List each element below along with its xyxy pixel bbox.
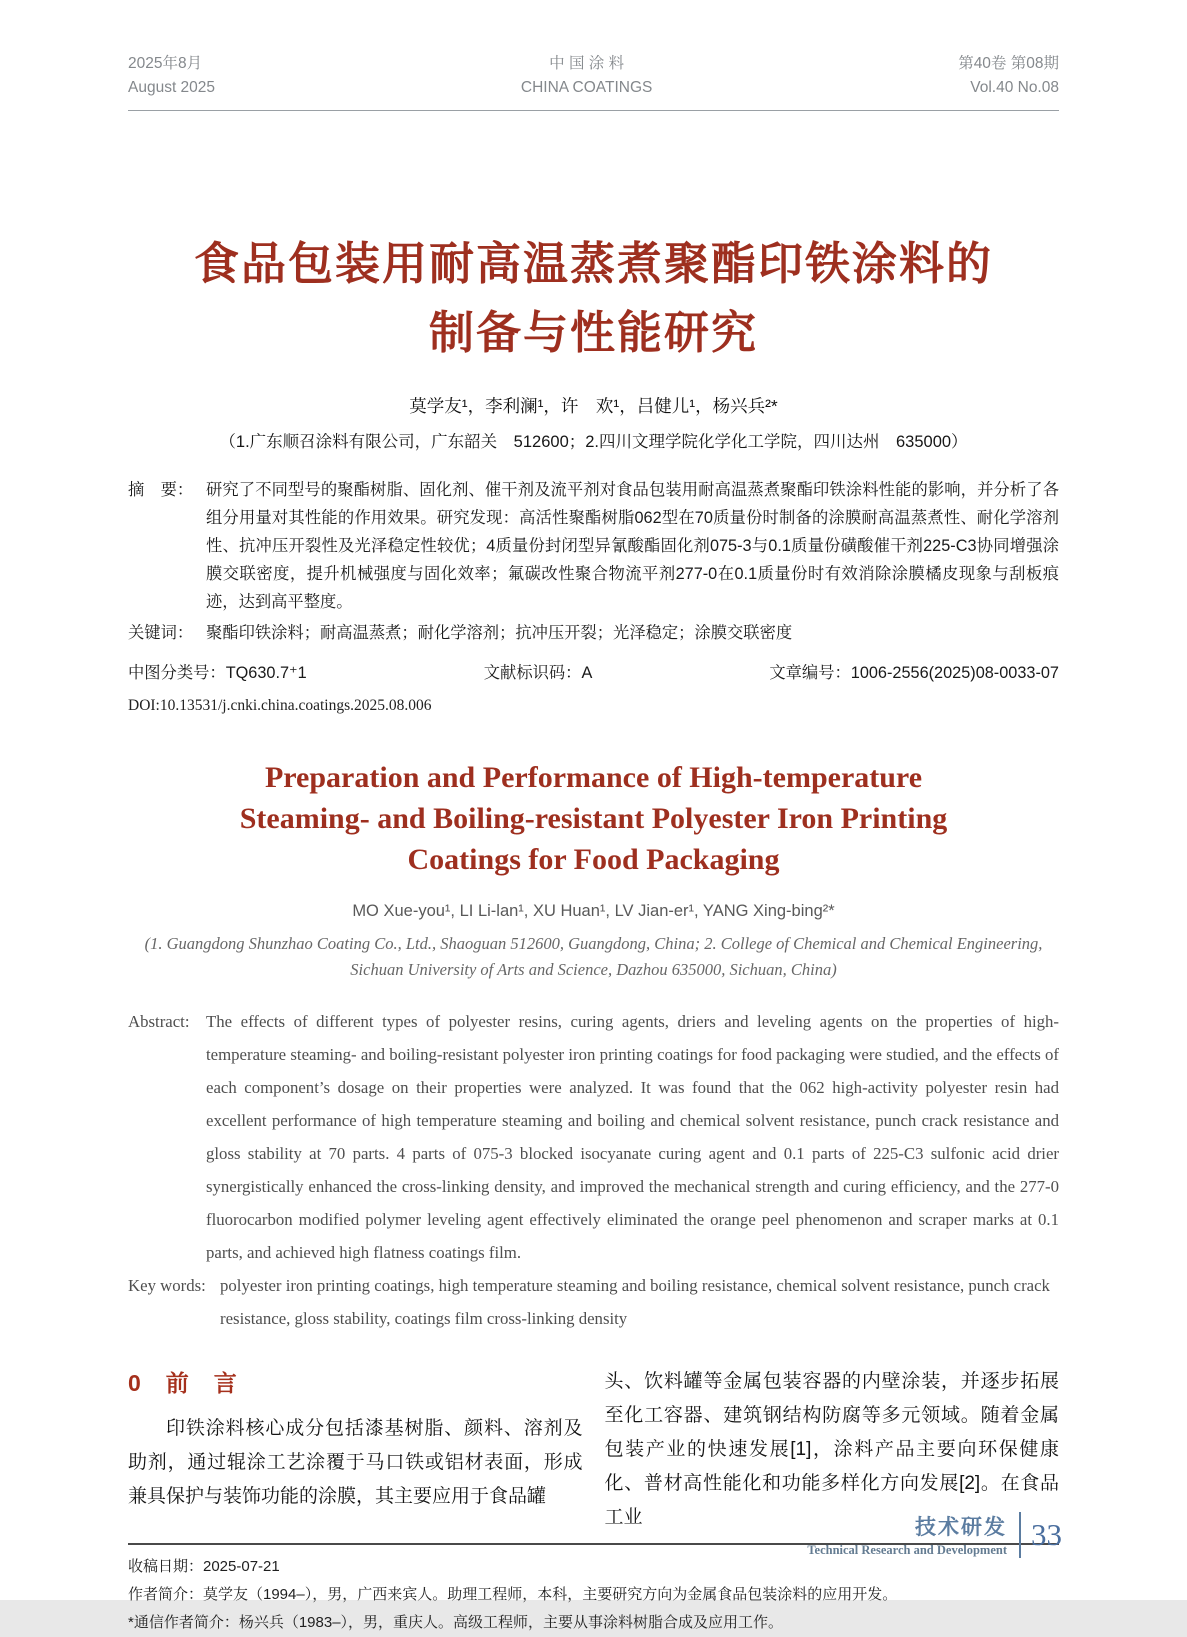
abstract-cn — [128, 476, 1059, 616]
header-issue-cn: 第40卷 第08期 — [958, 55, 1059, 72]
abstract-cn-label: 摘 要： — [128, 481, 194, 500]
abstract-en-label: Abstract: — [128, 1012, 190, 1032]
footnotes — [128, 1553, 1059, 1637]
affiliation-cn: （1.广东顺召涂料有限公司，广东韶关 512600；2.四川文理学院化学化工学院，四川达州 635000） — [219, 433, 968, 452]
article-id: 文章编号：1006-2556(2025)08-0033-07 — [769, 664, 1059, 683]
footnote-author-bio: 作者简介：莫学友（1994–），男，广西来宾人。助理工程师，本科，主要研究方向为金属食品包装涂料的应用开发。 — [128, 1586, 898, 1604]
document-code: 文献标识码：A — [483, 664, 593, 683]
article-title-en — [128, 757, 1059, 880]
article-title-cn-line2: 制备与性能研究 — [428, 307, 758, 359]
footer-section-cn: 技术研发 — [915, 1516, 1007, 1539]
article-title-en-line2: Steaming- and Boiling-resistant Polyester Iron Printing — [239, 802, 948, 836]
affiliation-en: (1. Guangdong Shunzhao Coating Co., Ltd., Shaoguan 512600, Guangdong, China; 2. College of Chemical and Chemical Engineering, Sichuan University of Arts and Science, Dazhou 635000, Sichuan, China) — [144, 934, 1043, 980]
header-date-cn: 2025年8月 — [128, 55, 203, 72]
keywords-en — [128, 1269, 1059, 1335]
header-divider — [128, 110, 1059, 111]
clc-number: 中图分类号：TQ630.7⁺1 — [128, 664, 307, 683]
header-date — [128, 52, 215, 100]
journal-header — [128, 52, 1059, 100]
article-title-en-line3: Coatings for Food Packaging — [407, 843, 780, 877]
keywords-cn — [128, 619, 1059, 647]
abstract-en — [128, 1005, 1059, 1269]
keywords-en-label: Key words: — [128, 1276, 206, 1296]
footnote-received-date: 收稿日期：2025-07-21 — [128, 1558, 280, 1576]
doi: DOI:10.13531/j.cnki.china.coatings.2025.08.006 — [128, 697, 432, 715]
authors-cn: 莫学友¹，李利澜¹，许 欢¹，吕健儿¹，杨兴兵²* — [409, 396, 778, 417]
abstract-cn-text: 研究了不同型号的聚酯树脂、固化剂、催干剂及流平剂对食品包装用耐高温蒸煮聚酯印铁涂料性能的影响，并分析了各组分用量对其性能的作用效果。研究发现：高活性聚酯树脂062型在70质量份时制备的涂膜耐高温蒸煮性、耐化学溶剂性、抗冲压开裂性及光泽稳定性较优；4质量份封闭型异氰酸酯固化剂075-3与0.1质量份磺酸催干剂225-C3协同增强涂膜交联密度，提升机械强度与固化效率；氟碳改性聚合物流平剂277-0在0.1质量份时有效消除涂膜橘皮现象与刮板痕迹，达到高平整度。 — [206, 481, 1059, 612]
header-issue — [958, 52, 1059, 100]
meta-row — [128, 659, 1059, 683]
header-date-en: August 2025 — [128, 79, 216, 97]
page-footer — [807, 1511, 1062, 1558]
body-columns — [128, 1365, 1059, 1535]
keywords-cn-text: 聚酯印铁涂料；耐高温蒸煮；耐化学溶剂；抗冲压开裂；光泽稳定；涂膜交联密度 — [206, 624, 793, 643]
authors-en: MO Xue-you¹, LI Li-lan¹, XU Huan¹, LV Jian-er¹, YANG Xing-bing²* — [352, 902, 835, 921]
body-left-column — [128, 1365, 583, 1535]
abstract-en-text: The effects of different types of polyester resins, curing agents, driers and leveling agents on the properties of high-temperature steaming- and boiling-resistant polyester iron printing coatings for food packaging were studied, and the effects of each component’s dosage on their properties were analyzed. It was found that the 062 high-activity polyester resin had excellent performance of high temperature steaming and boiling and chemical solvent resistance, punch crack resistance and gloss stability at 70 parts. 4 parts of 075-3 blocked isocyanate curing agent and 0.1 parts of 225-C3 sulfonic acid drier synergistically enhanced the cross-linking density, and improved the mechanical strength and curing efficiency, and the 277-0 fluorocarbon modified polymer leveling agent effectively eliminated the orange peel phenomenon and scraper marks at 0.1 parts, and achieved high flatness coatings film. — [206, 1012, 1059, 1263]
footnote-corresponding-bio: *通信作者简介：杨兴兵（1983–），男，重庆人。高级工程师，主要从事涂料树脂合成及应用工作。 — [128, 1614, 784, 1632]
body-paragraph-left: 印铁涂料核心成分包括漆基树脂、颜料、溶剂及助剂，通过辊涂工艺涂覆于马口铁或铝材表面，形成兼具保护与装饰功能的涂膜，其主要应用于食品罐 — [128, 1418, 583, 1508]
keywords-cn-label: 关键词： — [128, 624, 194, 643]
article-title-cn — [128, 229, 1059, 367]
section-heading-introduction: 0 前 言 — [128, 1370, 238, 1397]
page-number: 33 — [1031, 1516, 1062, 1552]
header-issue-en: Vol.40 No.08 — [970, 79, 1059, 97]
article-title-en-line1: Preparation and Performance of High-temperature — [264, 761, 923, 795]
body-paragraph-right: 头、饮料罐等金属包装容器的内壁涂装，并逐步拓展至化工容器、建筑钢结构防腐等多元领域。随着金属包装产业的快速发展[1]，涂料产品主要向环保健康化、普材高性能化和功能多样化方向发展[2]。在食品工业 — [604, 1371, 1059, 1529]
article-title-cn-line1: 食品包装用耐高温蒸煮聚酯印铁涂料的 — [193, 238, 993, 290]
keywords-en-text: polyester iron printing coatings, high temperature steaming and boiling resistance, chemical solvent resistance, punch crack resistance, gloss stability, coatings film cross-linking density — [220, 1276, 1050, 1329]
header-journal-en: CHINA COATINGS — [520, 79, 653, 97]
footer-section-label — [807, 1511, 1007, 1558]
footer-divider-bar — [1019, 1512, 1021, 1558]
body-right-column — [605, 1365, 1060, 1535]
header-journal-cn: 中 国 涂 料 — [549, 55, 625, 72]
header-journal-name — [521, 52, 652, 100]
footer-section-en: Technical Research and Development — [807, 1543, 1007, 1557]
